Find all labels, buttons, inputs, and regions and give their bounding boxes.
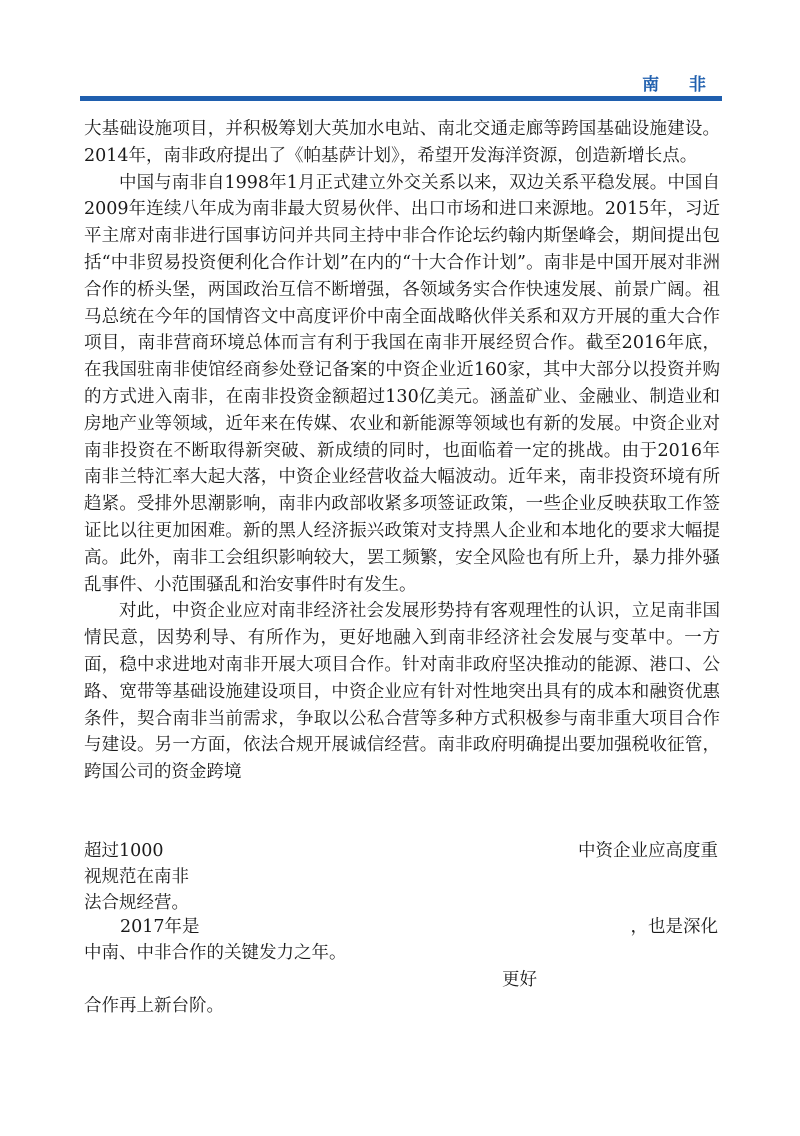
fragment-1-left: 超过1000 xyxy=(84,841,164,861)
fragment-5: 中南、中非合作的关键发力之年。 xyxy=(84,943,347,963)
fragment-7: 合作再上新台阶。 xyxy=(84,996,224,1016)
body-text xyxy=(84,116,720,786)
fragment-4-left: 2017年是 xyxy=(120,917,200,937)
fragment-3: 法合规经营。 xyxy=(84,893,189,913)
paragraph-3: 对此，中资企业应对南非经济社会发展形势持有客观理性的认识，立足南非国情民意，因势利导、有所作为，更好地融入到南非经济社会发展与变革中。一方面，稳中求进地对南非开展大项目合作。针对南非政府坚决推动的能源、港口、公路、宽带等基础设施建设项目，中资企业应有针对性地突出具有的成本和融资优惠条件，契合南非当前需求，争取以公私合营等多种方式积极参与南非重大项目合作与建设。另一方面，依法合规开展诚信经营。南非政府明确提出要加强税收征管，跨国公司的资金跨境 xyxy=(84,601,720,783)
fragment-4-right: ，也是深化 xyxy=(630,917,718,937)
fragment-2: 视规范在南非 xyxy=(84,867,189,887)
header-rule xyxy=(80,96,722,101)
running-header-title: 南 非 xyxy=(642,75,718,95)
fragment-1-right: 中资企业应高度重 xyxy=(578,841,718,861)
paragraph-2: 中国与南非自1998年1月正式建立外交关系以来，双边关系平稳发展。中国自2009年连续八年成为南非最大贸易伙伴、出口市场和进口来源地。2015年，习近平主席对南非进行国事访问并共同主持中非合作论坛约翰内斯堡峰会，期间提出包括“中非贸易投资便利化合作计划”在内的“十大合作计划”。南非是中国开展对非洲合作的桥头堡，两国政治互信不断增强，各领域务实合作快速发展、前景广阔。祖马总统在今年的国情咨文中高度评价中南全面战略伙伴关系和双方开展的重大合作项目，南非营商环境总体而言有利于我国在南非开展经贸合作。截至2016年底，在我国驻南非使馆经商参处登记备案的中资企业近160家，其中大部分以投资并购的方式进入南非，在南非投资金额超过130亿美元。涵盖矿业、金融业、制造业和房地产业等领域，近年来在传媒、农业和新能源等领域也有新的发展。中资企业对南非投资在不断取得新突破、新成绩的同时，也面临着一定的挑战。由于2016年南非兰特汇率大起大落，中资企业经营收益大幅波动。近年来，南非投资环境有所趋紧。受排外思潮影响，南非内政部收紧多项签证政策，一些企业反映获取工作签证比以往更加困难。新的黑人经济振兴政策对支持黑人企业和本地化的要求大幅提高。此外，南非工会组织影响较大，罢工频繁，安全风险也有所上升，暴力排外骚乱事件、小范围骚乱和治安事件时有发生。 xyxy=(84,172,720,595)
paragraph-1: 大基础设施项目，并积极筹划大英加水电站、南北交通走廊等跨国基础设施建设。2014年，南非政府提出了《帕基萨计划》，希望开发海洋资源，创造新增长点。 xyxy=(84,119,720,166)
fragment-6: 更好 xyxy=(502,970,537,990)
